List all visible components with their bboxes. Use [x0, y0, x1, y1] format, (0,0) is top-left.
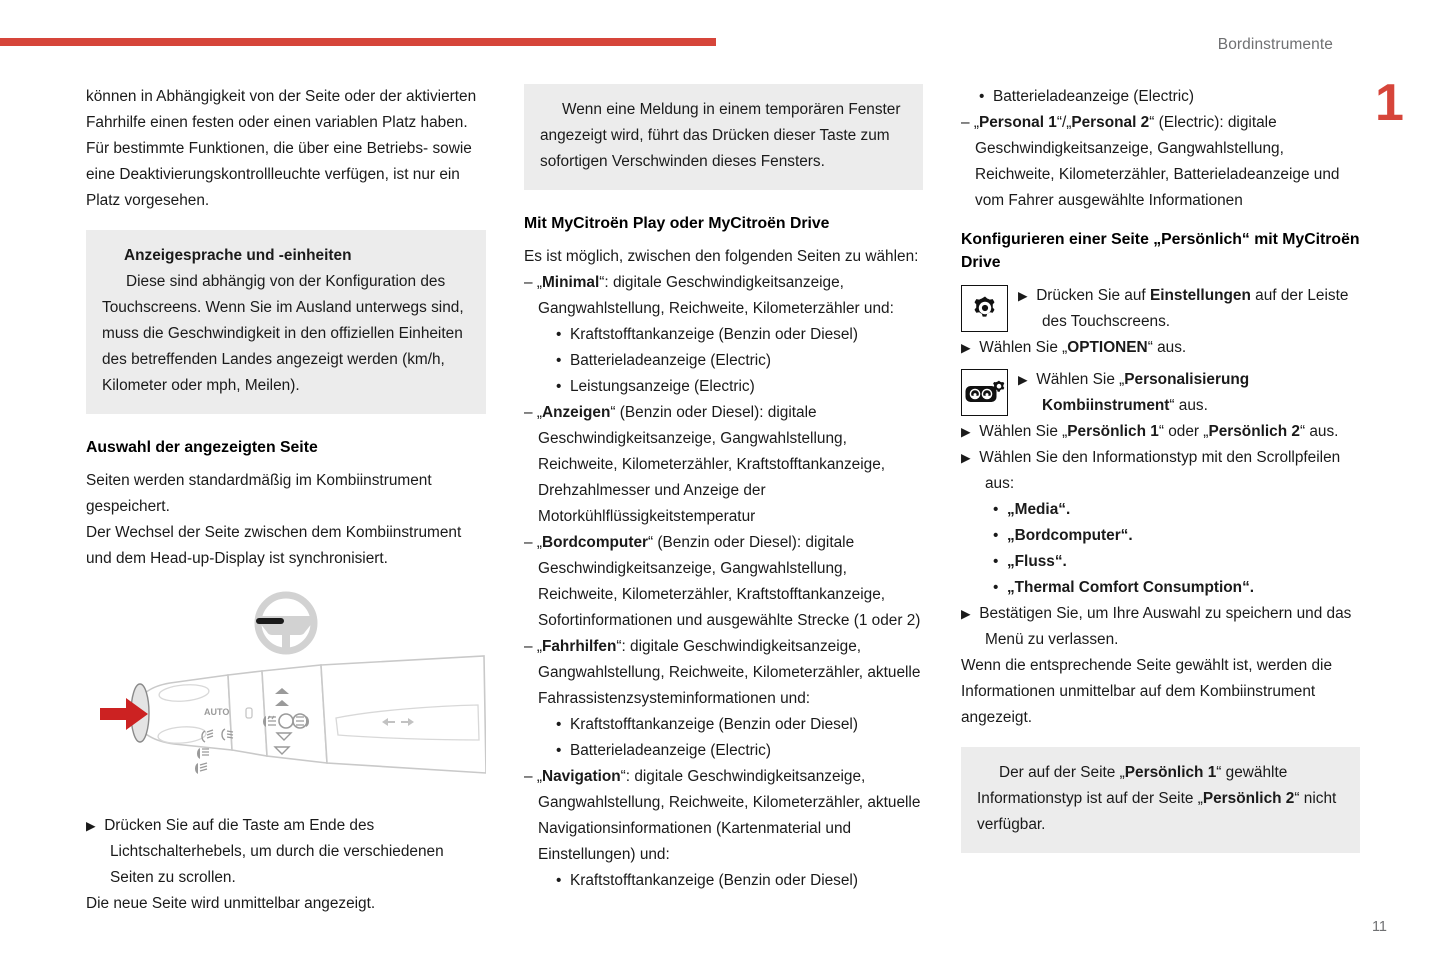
step-row-personalisation [961, 367, 1360, 419]
info-box-temporary-window [524, 84, 923, 190]
paragraph-new-page-shown: Die neue Seite wird unmittelbar angezeigt. [86, 895, 376, 912]
bullet-item: • Kraftstofftankanzeige (Benzin oder Diesel) [556, 716, 858, 733]
section-heading-page-selection: Auswahl der angezeigten Seite [86, 439, 318, 456]
paragraph-pages-stored: Seiten werden standardmäßig im Kombiinstrument gespeichert. [86, 472, 432, 515]
step-arrow-icon: ▶ [86, 819, 96, 833]
step-confirm: ▶ Bestätigen Sie, um Ihre Auswahl zu speichern und das Menü zu verlassen. [961, 605, 1352, 648]
stalk-body [136, 656, 486, 773]
list-item-minimal: – „Minimal“: digitale Geschwindigkeitsanzeige, Gangwahlstellung, Reichweite, Kilometerzähler und: [524, 274, 894, 317]
page-header-title: Bordinstrumente [1217, 36, 1333, 53]
list-item-label: Bordcomputer [541, 534, 648, 551]
page-number: 11 [1371, 919, 1387, 935]
chapter-number-marker: 1 [1375, 74, 1404, 132]
step-select-personal-page: ▶ Wählen Sie „Persönlich 1“ oder „Persönlich 2“ aus. [961, 423, 1339, 440]
list-item-fahrhilfen: – „Fahrhilfen“: digitale Geschwindigkeitsanzeige, Gangwahlstellung, Reichweite, Kilometerzähler, aktuelle Fahrassistenzsysteminformationen und: [524, 638, 921, 707]
step-arrow-icon: ▶ [961, 607, 971, 621]
gear-icon-svg [970, 294, 1000, 324]
step-arrow-icon: ▶ [1018, 289, 1028, 303]
steering-wheel-icon [256, 595, 314, 653]
step-press-button: ▶ Drücken Sie auf die Taste am Ende des Lichtschalterhebels, um durch die verschiedenen Seiten zu scrollen. [86, 817, 444, 886]
instrument-cluster-settings-icon [961, 369, 1008, 416]
headlight-symbol-1 [197, 748, 209, 759]
info-box-heading: Anzeigesprache und -einheiten [124, 247, 352, 264]
personal-2-label: Personal 2 [1071, 114, 1150, 131]
light-switch-stalk-illustration [86, 590, 486, 805]
list-item-label: Fahrhilfen [541, 638, 617, 655]
step-select-options: ▶ Wählen Sie „OPTIONEN“ aus. [961, 339, 1187, 356]
list-item-navigation: – „Navigation“: digitale Geschwindigkeitsanzeige, Gangwahlstellung, Reichweite, Kilometerzähler, aktuelle Navigationsinformationen (Kartenmaterial und Einstellungen) und: [524, 768, 921, 863]
bullet-item: • Kraftstofftankanzeige (Benzin oder Diesel) [556, 326, 858, 343]
step-settings-text: ▶ Drücken Sie auf Einstellungen auf der Leiste des Touchscreens. [1018, 287, 1349, 330]
headlight-symbol-2 [195, 763, 207, 774]
step-select-info-type: ▶ Wählen Sie den Informationstyp mit den Scrollpfeilen aus: [961, 449, 1341, 492]
step-row-settings [961, 283, 1360, 335]
info-box-personal-note [961, 747, 1360, 853]
step-personalisation-text: ▶ Wählen Sie „Personalisierung Kombiinstrument“ aus. [1018, 371, 1250, 414]
header-red-rule [0, 38, 716, 46]
list-item-bordcomputer: – „Bordcomputer“ (Benzin oder Diesel): digitale Geschwindigkeitsanzeige, Gangwahlstellung, Reichweite, Kilometerzähler, Kraftstofftankanzeige, Sofortinformationen und ausgewählte Strecke (1 oder 2) [524, 534, 921, 629]
column-left [86, 84, 486, 917]
bullet-item: • „Fluss“. [993, 553, 1067, 570]
step-arrow-icon: ▶ [961, 425, 971, 439]
bullet-item: • Kraftstofftankanzeige (Benzin oder Diesel) [556, 872, 858, 889]
list-item-label: Anzeigen [541, 404, 611, 421]
page-columns [86, 84, 1360, 917]
personal-1-label: Personal 1 [978, 114, 1057, 131]
intro-paragraph-1: können in Abhängigkeit von der Seite oder der aktivierten Fahrhilfe einen festen oder einen variablen Platz haben. [86, 88, 477, 131]
bullet-item: • Batterieladeanzeige (Electric) [979, 88, 1194, 105]
paragraph-closing: Wenn die entsprechende Seite gewählt ist, werden die Informationen unmittelbar auf dem Kombiinstrument angezeigt. [961, 657, 1333, 726]
info-box-line-2: Wenn Sie im Ausland unterwegs sind, muss die Geschwindigkeit in den offiziellen Einheiten des betreffenden Landes angezeigt werden (km/h, Kilometer oder mph, Meilen). [102, 299, 464, 394]
instrument-cluster-icon-svg [965, 380, 1005, 406]
step-arrow-icon: ▶ [961, 451, 971, 465]
bullet-item: • „Media“. [993, 501, 1071, 518]
info-box-line-1: Diese sind abhängig von der Konfiguration des Touchscreens. [102, 273, 446, 316]
list-item-anzeigen: – „Anzeigen“ (Benzin oder Diesel): digitale Geschwindigkeitsanzeige, Gangwahlstellung, Reichweite, Kilometerzähler, Kraftstofftankanzeige, Drehzahlmesser und Anzeige der Motorkühlflüssigkeitstemperatur [524, 404, 886, 525]
step-arrow-icon: ▶ [961, 341, 971, 355]
list-item-label: Minimal [541, 274, 600, 291]
step-arrow-icon: ▶ [1018, 373, 1028, 387]
list-item-personal: – „Personal 1“/„Personal 2“ (Electric): digitale Geschwindigkeitsanzeige, Gangwahlstellung, Reichweite, Kilometerzähler, Batterieladeanzeige und vom Fahrer ausgewählte Informationen [961, 114, 1340, 209]
intro-paragraph-2: Für bestimmte Funktionen, die über eine Betriebs- sowie eine Deaktivierungskontrollleuchte verfügen, ist nur ein Platz vorgesehen. [86, 140, 472, 209]
label-auto: AUTO [204, 707, 230, 717]
bullet-item: • Leistungsanzeige (Electric) [556, 378, 755, 395]
stalk-figure-svg [86, 590, 486, 805]
bullet-item: • Batterieladeanzeige (Electric) [556, 742, 771, 759]
gear-icon [961, 285, 1008, 332]
info-box-display-language [86, 230, 486, 414]
column-middle [524, 84, 923, 917]
section-heading-configure-personal: Konfigurieren einer Seite „Persönlich“ mit MyCitroën Drive [961, 231, 1360, 271]
info-box-note-text: Der auf der Seite „Persönlich 1“ gewählte Informationstyp ist auf der Seite „Persönlich 2“ nicht verfügbar. [977, 764, 1337, 833]
list-item-label: Navigation [541, 768, 621, 785]
bullet-item: • Batterieladeanzeige (Electric) [556, 352, 771, 369]
column-right [961, 84, 1360, 917]
section-heading-mycitroen: Mit MyCitroën Play oder MyCitroën Drive [524, 215, 830, 232]
info-box-text: Wenn eine Meldung in einem temporären Fenster angezeigt wird, führt das Drücken dieser Taste zum sofortigen Verschwinden dieses Fensters. [540, 101, 901, 170]
paragraph-choose-pages: Es ist möglich, zwischen den folgenden Seiten zu wählen: [524, 248, 919, 265]
bullet-item: • „Bordcomputer“. [993, 527, 1133, 544]
paragraph-page-sync: Der Wechsel der Seite zwischen dem Kombiinstrument und dem Head-up-Display ist synchronisiert. [86, 524, 462, 567]
bullet-item: • „Thermal Comfort Consumption“. [993, 579, 1255, 596]
